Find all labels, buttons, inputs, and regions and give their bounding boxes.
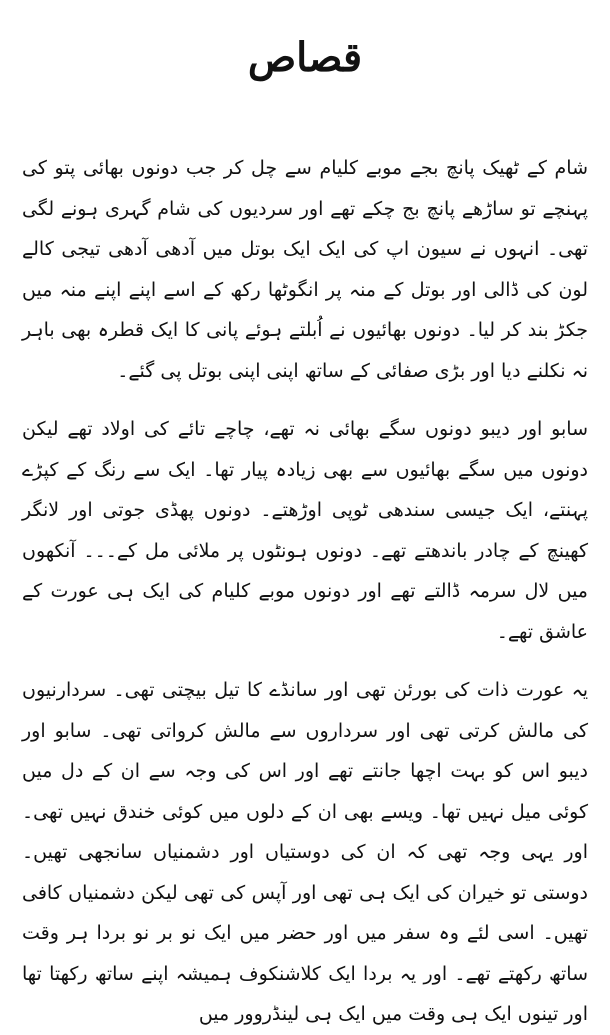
paragraph-gap — [22, 391, 588, 409]
story-title: قصاص — [247, 34, 363, 81]
paragraph-gap — [22, 652, 588, 670]
paragraph-1: شام کے ٹھیک پانچ بجے موبے کلیام سے چل کر جب دونوں بھائی پتو کی پہنچے تو ساڑھے پانچ بج چکے تھے اور سردیوں کی شام گہری ہونے لگی تھی۔ انہوں نے سیون اپ کی ایک ایک بوتل میں آدھی آدھی تیجی کالے لون کی ڈالی اور بوتل کے منہ پر انگوٹھا رکھ کے اسے اپنے اپنے منہ میں جکڑ بند کر لیا۔ دونوں بھائیوں نے اُبلتے ہوئے پانی کا ایک قطرہ بھی باہر نہ نکلنے دیا اور بڑی صفائی کے ساتھ اپنی اپنی بوتل پی گئے۔ — [22, 157, 588, 382]
paragraph-3: یہ عورت ذات کی بورئن تھی اور سانڈے کا تیل بیچتی تھی۔ سردارنیوں کی مالش کرتی تھی اور سرداروں سے مالش کرواتی تھی۔ سابو اور دیبو اس کو بہت اچھا جانتے تھے اور اس کی وجہ سے ان کے دل میں کوئی میل نہیں تھا۔ ویسے بھی ان کے دلوں میں کوئی خندق نہیں تھی۔ اور یہی وجہ تھی کہ ان کی دوستیاں اور دشمنیاں سانجھی تھیں۔ دوستی تو خیران کی ایک ہی تھی اور آپس کی تھی لیکن دشمنیاں کافی تھیں۔ اسی لئے وہ سفر میں اور حضر میں ایک نو بر نو بردا ہر وقت ساتھ رکھتے تھے۔ اور یہ بردا ایک کلاشنکوف ہمیشہ اپنے ساتھ رکھتا تھا اور تینوں ایک ہی وقت میں ایک ہی لینڈروور میں — [22, 679, 588, 1025]
paragraph-2: سابو اور دیبو دونوں سگے بھائی نہ تھے، چاچے تائے کی اولاد تھے لیکن دونوں میں سگے بھائیوں سے بھی زیادہ پیار تھا۔ ایک سے رنگ کے کپڑے پہنتے، ایک جیسی سندھی ٹوپی اوڑھتے۔ دونوں پھڈی جوتی اور لانگر کھینچ کے چادر باندھتے تھے۔ دونوں ہونٹوں پر ملائی مل کے۔۔۔ آنکھوں میں لال سرمہ ڈالتے تھے اور دونوں موبے کلیام کی ایک ہی عورت کے عاشق تھے۔ — [22, 418, 588, 643]
